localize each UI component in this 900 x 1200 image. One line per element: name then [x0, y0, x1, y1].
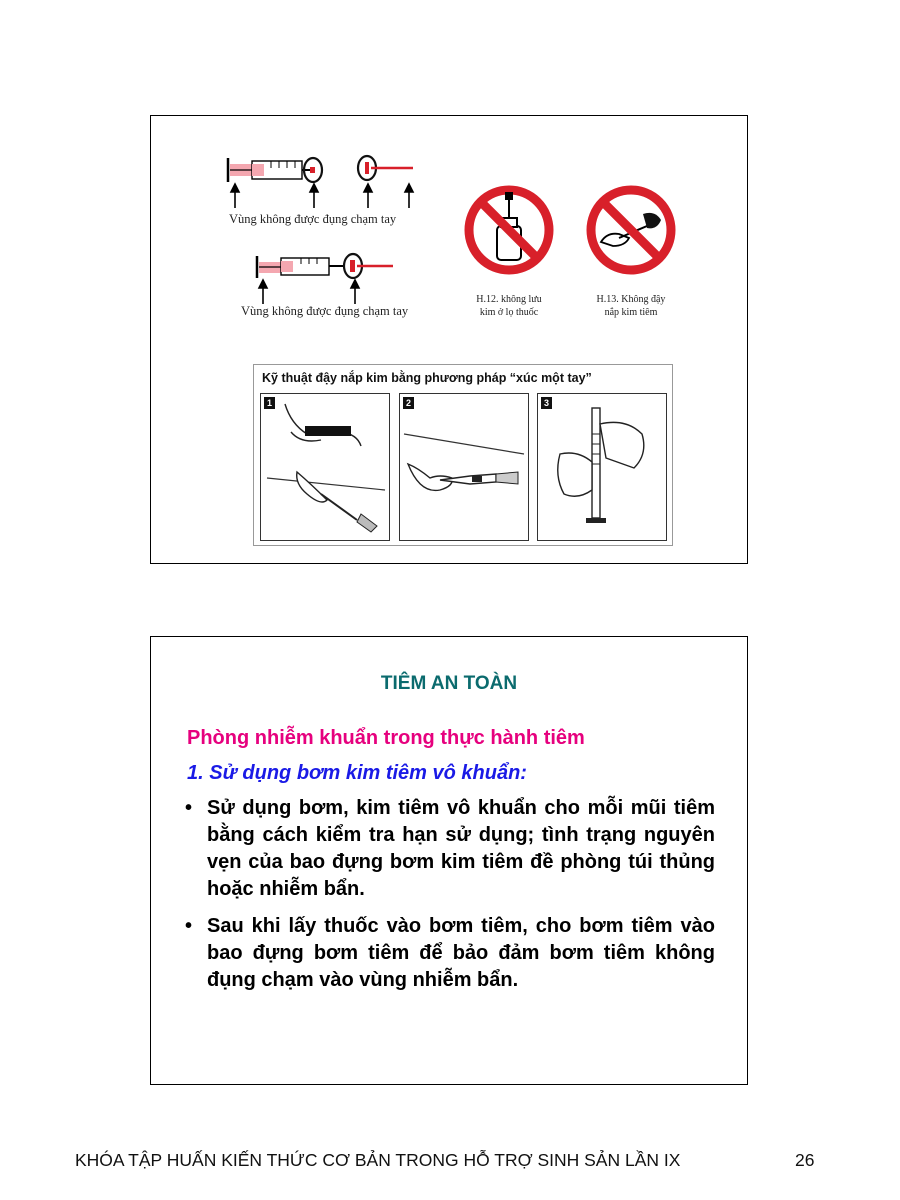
slide-safe-injection	[150, 636, 748, 1085]
no-recapping-needle-icon	[585, 184, 677, 276]
syringe-bottom-icon	[257, 254, 393, 304]
step-frame-2	[399, 393, 529, 541]
footer-text: KHÓA TẬP HUẤN KIẾN THỨC CƠ BẢN TRONG HỖ TRỢ SINH SẢN LẦN IX	[75, 1150, 681, 1170]
sign1-caption-line1: H.12. không lưu	[476, 294, 542, 305]
step-frame-3	[537, 393, 667, 541]
subheading: 1. Sử dụng bơm kim tiêm vô khuẩn:	[187, 762, 527, 784]
bullet-text: Sau khi lấy thuốc vào bơm tiêm, cho bơm tiêm vào bao đựng bơm tiêm để bảo đảm bơm tiêm không đụng chạm vào vùng nhiễm bẩn.	[207, 915, 715, 991]
touch-zone-caption-bottom: Vùng không được đụng chạm tay	[241, 304, 409, 318]
bullet-text: Sử dụng bơm, kim tiêm vô khuẩn cho mỗi mũi tiêm bằng cách kiểm tra hạn sử dụng; tình trạng nguyên vẹn của bao đựng bơm kim tiêm đề phòng túi thủng hoặc nhiễm bẩn.	[207, 797, 715, 900]
sign1-caption-line2: kim ở lọ thuốc	[479, 307, 539, 318]
bullet-item	[183, 795, 715, 903]
one-hand-scoop-panel	[253, 364, 673, 546]
sign1-caption	[463, 293, 555, 319]
step-number: 1	[264, 397, 275, 409]
sign2-caption-line1: H.13. Không đậy	[596, 294, 666, 305]
page-number: 26	[795, 1150, 815, 1170]
sign2-caption	[585, 293, 677, 319]
slide-illustrations	[150, 115, 748, 564]
step-number: 3	[541, 397, 552, 409]
bullet-item	[183, 913, 715, 994]
step-number: 2	[403, 397, 414, 409]
step-frame-1	[260, 393, 390, 541]
no-needle-in-vial-icon	[463, 184, 555, 276]
bullet-list	[183, 795, 715, 1004]
touch-zone-caption-top: Vùng không được đụng chạm tay	[229, 212, 397, 226]
syringe-top-icon	[228, 156, 413, 208]
step2-illustration-icon	[400, 394, 528, 540]
slide-title: TIÊM AN TOÀN	[380, 673, 518, 694]
bullet-icon: •	[185, 797, 193, 819]
bullet-icon: •	[185, 915, 193, 937]
panel-title: Kỹ thuật đậy nắp kim bằng phương pháp “xúc một tay”	[262, 371, 592, 385]
sign2-caption-line2: nắp kim tiêm	[604, 307, 658, 318]
syringe-diagram	[221, 146, 451, 326]
step3-illustration-icon	[538, 394, 666, 540]
step1-illustration-icon	[261, 394, 389, 540]
section-heading: Phòng nhiễm khuẩn trong thực hành tiêm	[187, 727, 585, 749]
